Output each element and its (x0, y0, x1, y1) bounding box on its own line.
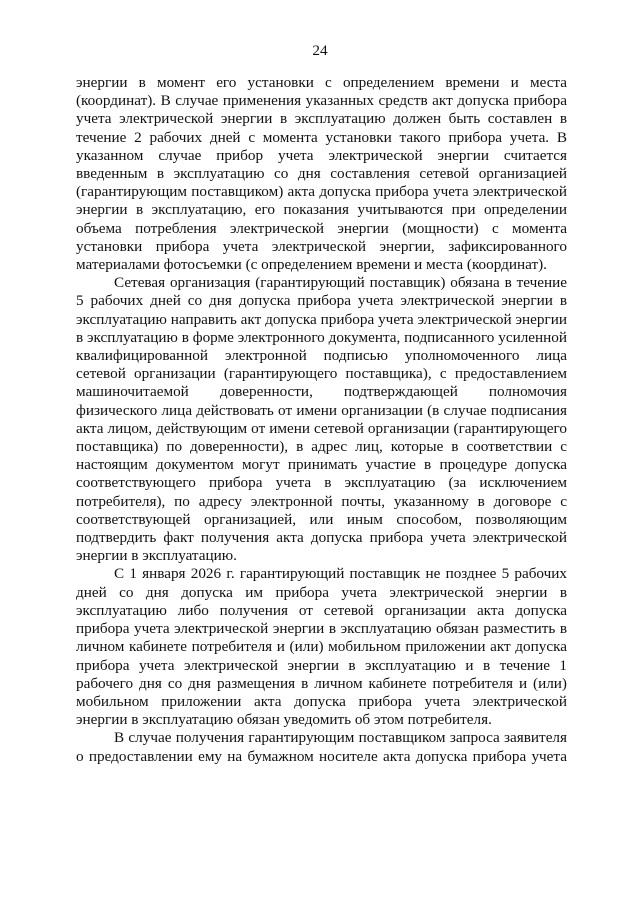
paragraph-applicant-request: В случае получения гарантирующим поставщиком запроса заявителя о предоставлении ему на бумажном носителе акта допуска прибора учета (76, 729, 567, 765)
document-body (76, 74, 567, 766)
page-number: 24 (312, 42, 328, 59)
paragraph-continuation: энергии в момент его установки с определением времени и места (координат). В случае применения указанных средств акт допуска прибора учета электрической энергии в эксплуатацию должен быть составлен в течение 2 рабочих дней с момента установки такого прибора учета. В указанном случае прибор учета электрической энергии считается введенным в эксплуатацию со дня составления сетевой организацией (гарантирующим поставщиком) акта допуска прибора учета электрической энергии в эксплуатацию, его показания учитываются при определении объема потребления электрической энергии (мощности) с момента установки прибора учета электрической энергии, зафиксированного материалами фотосъемки (с определением времени и места (координат). (76, 74, 567, 274)
paragraph-guaranteeing-supplier: С 1 января 2026 г. гарантирующий поставщик не позднее 5 рабочих дней со дня допуска им прибора учета электрической энергии в эксплуатацию либо получения от сетевой организации акта допуска прибора учета электрической энергии в эксплуатацию обязан разместить в личном кабинете потребителя и (или) мобильном приложении акт допуска прибора учета электрической энергии в эксплуатацию и в течение 1 рабочего дня со дня размещения в личном кабинете потребителя и (или) мобильном приложении акта допуска прибора учета электрической энергии в эксплуатацию обязан уведомить об этом потребителя. (76, 565, 567, 729)
paragraph-network-organization: Сетевая организация (гарантирующий поставщик) обязана в течение 5 рабочих дней со дня допуска прибора учета электрической энергии в эксплуатацию направить акт допуска прибора учета электрической энергии в эксплуатацию в форме электронного документа, подписанного усиленной квалифицированной электронной подписью уполномоченного лица сетевой организации (гарантирующего поставщика), с предоставлением машиночитаемой доверенности, подтверждающей полномочия физического лица действовать от имени организации (в случае подписания акта лицом, действующим от имени сетевой организации (гарантирующего поставщика) по доверенности), в адрес лиц, которые в соответствии с настоящим документом могут принимать участие в процедуре допуска соответствующего прибора учета в эксплуатацию (за исключением потребителя), по адресу электронной почты, указанному в договоре с соответствующей организацией, или иным способом, позволяющим подтвердить факт получения акта допуска прибора учета электрической энергии в эксплуатацию. (76, 274, 567, 565)
